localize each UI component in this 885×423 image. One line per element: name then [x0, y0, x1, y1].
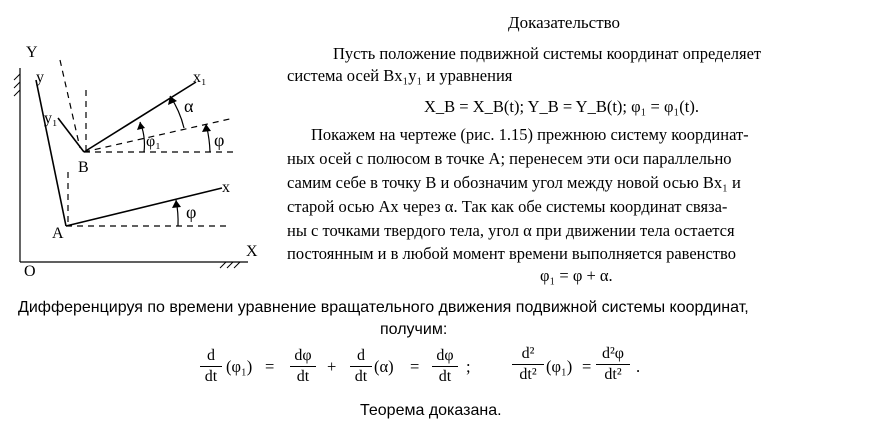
frac-d-dt-1: d dt: [200, 348, 222, 385]
equation-phi1: φ₁ = φ + α.: [540, 266, 613, 285]
differentiation-line1: Дифференцируя по времени уравнение вращательного движения подвижной системы координат,: [18, 299, 749, 316]
equals-sign-2: =: [410, 357, 420, 376]
paragraph2-line-4: ны с точками твердого тела, угол α при движении тела остается: [287, 221, 735, 240]
y-axis-hatching: [14, 74, 20, 96]
differentiation-line2: получим:: [380, 321, 448, 338]
paragraph2-line-3: старой осью Ax через α. Так как обе системы координат связа-: [287, 197, 728, 216]
label-phi-B: φ: [214, 130, 225, 150]
frac-d2phi-dt2: d²φ dt²: [596, 346, 630, 383]
paragraph2-line-5: постоянным и в любой момент времени выполняется равенство: [287, 244, 736, 263]
label-Y: Y: [26, 44, 38, 61]
paragraph2-line-2: самим себе в точку B и обозначим угол между новой осью Bx₁ и: [287, 173, 741, 192]
label-B: B: [78, 159, 89, 176]
alpha-argument: (α): [374, 357, 394, 376]
paragraph2-line-1: ных осей с полюсом в точке A; перенесем эти оси параллельно: [287, 149, 732, 168]
phi1-argument-2: (φ₁): [546, 357, 573, 376]
label-phi-A: φ: [186, 202, 197, 222]
paragraph1-line2: система осей Bx₁y₁ и уравнения: [287, 66, 513, 85]
frac-d2-dt2: d² dt²: [512, 346, 544, 383]
label-y1: y₁: [44, 110, 58, 127]
equals-sign-1: =: [265, 357, 275, 376]
label-A: A: [52, 225, 64, 242]
kinematics-figure: [0, 0, 275, 285]
paragraph1-line1: Пусть положение подвижной системы координат определяет: [333, 44, 762, 63]
frac-dphi-dt-2: dφ dt: [432, 348, 458, 385]
arrow-phi-A: [172, 200, 181, 208]
label-X: X: [246, 243, 258, 260]
phi1-argument: (φ₁): [226, 357, 253, 376]
label-O: O: [24, 263, 36, 280]
label-x1: x₁: [193, 69, 207, 86]
label-phi1: φ₁: [146, 133, 161, 150]
frac-d-dt-2: d dt: [350, 348, 372, 385]
proof-heading: Доказательство: [508, 13, 621, 32]
frac-dphi-dt: dφ dt: [290, 348, 316, 385]
semicolon: ;: [466, 357, 471, 376]
label-alpha: α: [184, 96, 194, 116]
plus-sign: +: [327, 357, 337, 376]
body-line: [36, 80, 66, 226]
axis-Ax-line: [66, 188, 222, 226]
conclusion: Теорема доказана.: [360, 402, 502, 419]
equals-sign-3: =: [582, 357, 592, 376]
period: .: [636, 357, 641, 376]
equations-line1: X_B = X_B(t); Y_B = Y_B(t); φ₁ = φ₁(t).: [424, 97, 699, 116]
x-axis-hatching: [220, 262, 240, 268]
axis-Bx1-line: [84, 82, 196, 152]
paragraph2-line-0: Покажем на чертеже (рис. 1.15) прежнюю систему координат-: [311, 125, 749, 144]
label-y: y: [36, 69, 44, 86]
label-x: x: [222, 179, 230, 196]
